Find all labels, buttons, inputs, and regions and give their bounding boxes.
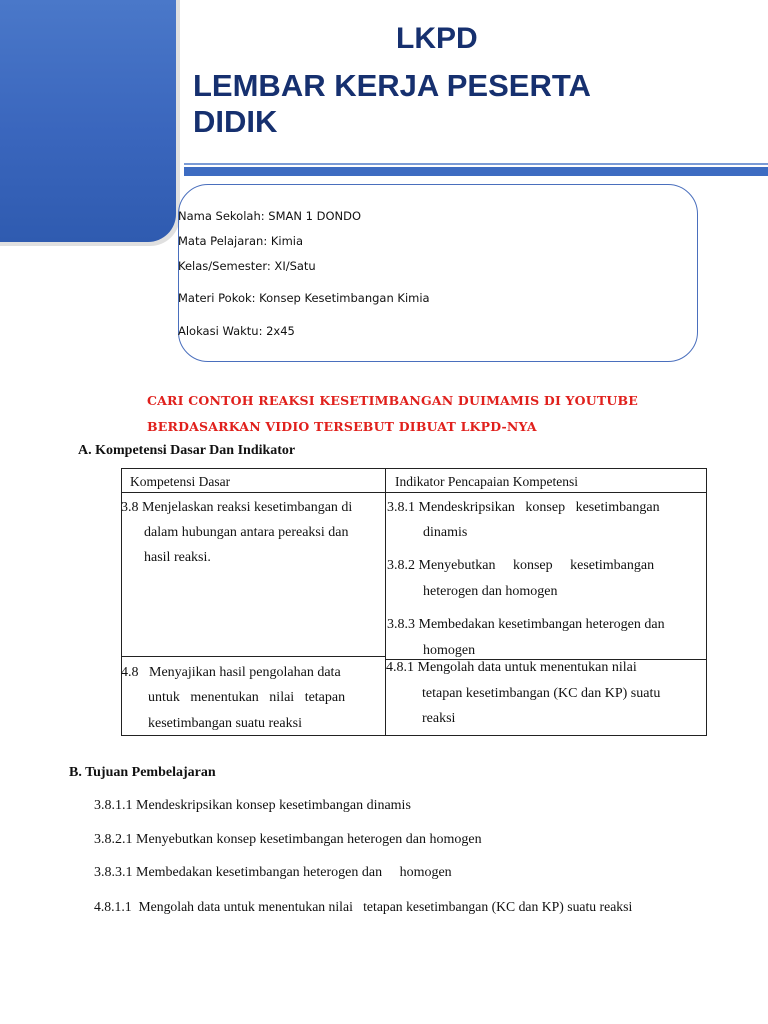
corner-decoration [0, 0, 176, 242]
table-row-divider-left [121, 656, 385, 657]
indicator-3-8-1-line-1: 3.8.1 Mendeskripsikan konsep kesetimbangan [387, 500, 660, 515]
objective-3-8-3-1: 3.8.3.1 Membedakan kesetimbangan heterogen dan homogen [94, 865, 452, 880]
table-header-divider [121, 492, 707, 493]
school-name: Nama Sekolah: SMAN 1 DONDO [178, 209, 362, 223]
title-divider-thin [184, 163, 768, 165]
kd-4-8-line-2: untuk menentukan nilai tetapan [148, 690, 346, 705]
kd-3-8-line-2: dalam hubungan antara pereaksi dan [144, 525, 349, 540]
title-line-2: DIDIK [193, 104, 278, 139]
time-allocation: Alokasi Waktu: 2x45 [178, 324, 295, 338]
class-semester: Kelas/Semester: XI/Satu [178, 259, 316, 273]
title-line-1: LEMBAR KERJA PESERTA [193, 68, 591, 103]
kd-4-8-line-3: kesetimbangan suatu reaksi [148, 716, 302, 731]
document-short-title: LKPD [396, 22, 478, 55]
indicator-3-8-1-line-2: dinamis [423, 525, 468, 540]
table-header-indicator: Indikator Pencapaian Kompetensi [395, 474, 578, 489]
table-column-divider [385, 468, 386, 736]
indicator-4-8-1-line-2: tetapan kesetimbangan (KC dan KP) suatu [422, 686, 661, 701]
main-topic: Materi Pokok: Konsep Kesetimbangan Kimia [178, 291, 430, 305]
objective-3-8-2-1: 3.8.2.1 Menyebutkan konsep kesetimbangan heterogen dan homogen [94, 832, 482, 847]
table-header-kd: Kompetensi Dasar [130, 474, 231, 489]
objective-4-8-1-1: 4.8.1.1 Mengolah data untuk menentukan nilai tetapan kesetimbangan (KC dan KP) suatu reaksi [94, 899, 633, 914]
kd-3-8-line-3: hasil reaksi. [144, 550, 211, 565]
indicator-3-8-2-line-2: heterogen dan homogen [423, 584, 558, 599]
instruction-line-2: BERDASARKAN VIDIO TERSEBUT DIBUAT LKPD-NYA [147, 419, 537, 434]
subject: Mata Pelajaran: Kimia [178, 234, 304, 248]
indicator-3-8-2-line-1: 3.8.2 Menyebutkan konsep kesetimbangan [387, 558, 655, 573]
kd-4-8-line-1: 4.8 Menyajikan hasil pengolahan data [121, 665, 341, 680]
section-b-heading: B. Tujuan Pembelajaran [69, 765, 216, 780]
indicator-3-8-3-line-1: 3.8.3 Membedakan kesetimbangan heterogen dan [387, 617, 665, 632]
instruction-line-1: CARI CONTOH REAKSI KESETIMBANGAN DUIMAMIS DI YOUTUBE [147, 393, 638, 408]
document-title [193, 68, 713, 140]
objective-3-8-1-1: 3.8.1.1 Mendeskripsikan konsep kesetimbangan dinamis [94, 798, 411, 813]
title-divider-thick [184, 167, 768, 176]
indicator-4-8-1-line-3: reaksi [422, 711, 456, 726]
kd-3-8-line-1: 3.8 Menjelaskan reaksi kesetimbangan di [121, 500, 353, 515]
indicator-3-8-3-line-2: homogen [423, 643, 476, 658]
indicator-4-8-1-line-1: 4.8.1 Mengolah data untuk menentukan nilai [386, 660, 637, 675]
section-a-heading: A. Kompetensi Dasar Dan Indikator [78, 443, 296, 458]
